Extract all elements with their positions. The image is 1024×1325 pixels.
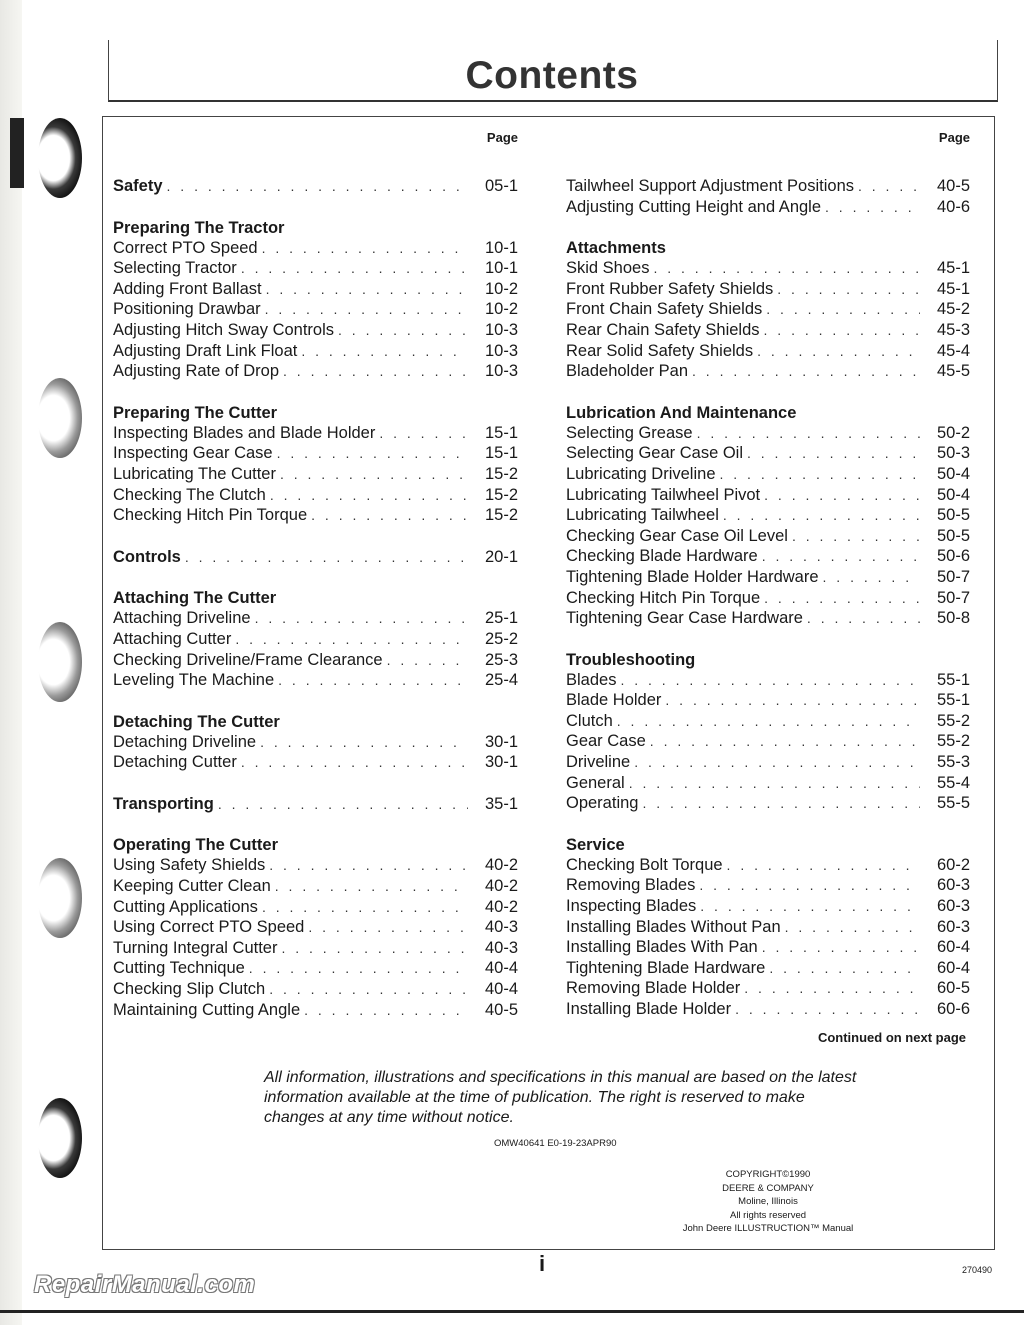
- toc-entry-page: 25-2: [484, 629, 518, 648]
- toc-entry-label: Checking Slip Clutch: [113, 980, 266, 999]
- toc-entry: [566, 176, 970, 197]
- toc-section: [113, 176, 518, 197]
- copyright-line: DEERE & COMPANY: [722, 1182, 814, 1194]
- dot-leader: [723, 505, 920, 526]
- toc-entry-page: 40-3: [484, 938, 518, 957]
- toc-section: [113, 547, 518, 568]
- toc-entry-page: 45-1: [936, 259, 970, 278]
- dot-leader: [665, 690, 920, 711]
- contents-column-right: [566, 130, 970, 1041]
- toc-entry: [113, 670, 518, 691]
- toc-entry-label: Checking Gear Case Oil Level: [566, 526, 788, 545]
- toc-entry-label: Tailwheel Support Adjustment Positions: [566, 177, 854, 195]
- toc-entry-page: 45-5: [936, 362, 970, 381]
- dot-leader: [762, 937, 920, 958]
- toc-entry-page: 15-2: [484, 506, 518, 525]
- toc-entry-label: Checking Driveline/Frame Clearance: [113, 650, 383, 669]
- toc-entry-page: 10-3: [484, 362, 518, 381]
- toc-entry-label: Tightening Blade Hardware: [566, 958, 766, 977]
- toc-entry: [566, 670, 970, 691]
- dot-leader: [280, 464, 468, 485]
- toc-entry-page: 10-3: [484, 320, 518, 339]
- toc-entry-label: Using Correct PTO Speed: [113, 918, 305, 937]
- dot-leader: [260, 732, 468, 753]
- toc-entry: [566, 773, 970, 794]
- toc-entry-page: 10-2: [484, 279, 518, 298]
- toc-entry-page: 40-2: [484, 877, 518, 896]
- toc-entry: [566, 341, 970, 362]
- dot-leader: [235, 629, 468, 650]
- dot-leader: [642, 793, 920, 814]
- toc-entry-label: Detaching Driveline: [113, 732, 257, 751]
- dot-leader: [697, 423, 920, 444]
- toc-entry: [566, 279, 970, 300]
- copyright-line: COPYRIGHT©1990: [725, 1169, 811, 1180]
- toc-entry: [566, 896, 970, 917]
- toc-entry-label: Checking Blade Hardware: [566, 547, 758, 566]
- toc-entry-label: Checking Hitch Pin Torque: [113, 506, 308, 525]
- dot-leader: [766, 299, 920, 320]
- toc-entry-page: 55-3: [936, 753, 970, 772]
- punch-hole: [38, 858, 82, 938]
- dot-leader: [311, 505, 468, 526]
- toc-entry-label: Adjusting Cutting Height and Angle: [566, 197, 822, 216]
- toc-entry-label: Tightening Gear Case Hardware: [566, 609, 803, 628]
- toc-entry-label: Attaching Driveline: [113, 609, 251, 628]
- toc-entry: [566, 546, 970, 567]
- toc-section: [566, 238, 970, 382]
- toc-entry-page: 55-5: [936, 794, 970, 813]
- dot-leader: [825, 197, 920, 218]
- toc-entry: [113, 958, 518, 979]
- toc-entry: [113, 794, 518, 815]
- toc-entry-label: Skid Shoes: [566, 259, 650, 278]
- toc-entry-page: 40-5: [484, 1000, 518, 1019]
- dot-leader: [617, 711, 920, 732]
- toc-entry-label: Transporting: [113, 794, 214, 813]
- toc-entry-page: 20-1: [484, 547, 518, 566]
- toc-entry-page: 15-1: [484, 444, 518, 463]
- toc-section: [566, 176, 970, 217]
- section-heading: Attachments: [566, 239, 666, 258]
- dot-leader: [262, 897, 468, 918]
- toc-entry-label: Front Rubber Safety Shields: [566, 279, 774, 298]
- dot-leader: [277, 443, 468, 464]
- toc-entry-label: Checking The Clutch: [113, 485, 266, 504]
- toc-entry-page: 10-2: [484, 300, 518, 319]
- toc-entry: [113, 443, 518, 464]
- dot-leader: [241, 258, 468, 279]
- dot-leader: [249, 958, 468, 979]
- section-heading: Detaching The Cutter: [113, 712, 280, 731]
- toc-entry: [113, 917, 518, 938]
- dot-leader: [241, 752, 468, 773]
- toc-entry-label: Checking Bolt Torque: [566, 855, 723, 874]
- toc-entry-label: Bladeholder Pan: [566, 362, 689, 381]
- toc-entry: [566, 855, 970, 876]
- dot-leader: [620, 670, 920, 691]
- punch-hole: [38, 118, 82, 198]
- dot-leader: [650, 731, 920, 752]
- toc-entry-page: 05-1: [484, 177, 518, 195]
- copyright-line: Moline, Illinois: [738, 1196, 798, 1207]
- toc-entry-label: Installing Blades With Pan: [566, 938, 758, 957]
- dot-leader: [387, 650, 468, 671]
- toc-entry-label: Clutch: [566, 711, 613, 730]
- toc-entry: [566, 731, 970, 752]
- toc-entry: [113, 464, 518, 485]
- toc-entry-label: Inspecting Blades: [566, 897, 697, 916]
- dot-leader: [735, 999, 920, 1020]
- toc-section: [113, 403, 518, 526]
- punch-hole: [38, 378, 82, 458]
- toc-entry-page: 60-6: [936, 1000, 970, 1018]
- toc-entry: [566, 875, 970, 896]
- toc-entry-page: 55-2: [936, 732, 970, 751]
- toc-entry: [566, 526, 970, 547]
- contents-column-left: [113, 130, 518, 1041]
- toc-entry-label: Inspecting Gear Case: [113, 444, 273, 463]
- toc-entry-label: Lubricating Tailwheel: [566, 506, 719, 525]
- toc-entry-page: 40-4: [484, 959, 518, 978]
- toc-entry-page: 50-2: [936, 423, 970, 442]
- dot-leader: [858, 176, 920, 197]
- toc-entry: [113, 547, 518, 568]
- continued-note: Continued on next page: [817, 1030, 966, 1045]
- toc-entry: [113, 258, 518, 279]
- toc-entry: [113, 650, 518, 671]
- toc-entry-label: Cutting Technique: [113, 959, 245, 978]
- toc-entry-page: 50-7: [936, 588, 970, 607]
- toc-entry-label: Turning Integral Cutter: [113, 938, 278, 957]
- page-bottom-edge: [0, 1310, 1024, 1313]
- section-heading: Attaching The Cutter: [113, 589, 277, 608]
- binder-edge: [0, 0, 22, 1325]
- dot-leader: [262, 238, 468, 259]
- dot-leader: [653, 258, 920, 279]
- dot-leader: [281, 938, 468, 959]
- toc-entry-label: Driveline: [566, 753, 631, 772]
- toc-entry: [566, 464, 970, 485]
- toc-entry-label: Positioning Drawbar: [113, 300, 261, 319]
- toc-entry-label: Keeping Cutter Clean: [113, 877, 271, 896]
- toc-entry: [113, 938, 518, 959]
- dot-leader: [720, 464, 921, 485]
- dot-leader: [275, 876, 468, 897]
- toc-entry: [113, 299, 518, 320]
- toc-entry-page: 25-3: [484, 650, 518, 669]
- dot-leader: [807, 608, 920, 629]
- toc-entry-label: Blade Holder: [566, 691, 662, 710]
- copyright-line: John Deere ILLUSTRUCTION™ Manual: [682, 1223, 854, 1234]
- toc-entry-page: 60-2: [936, 855, 970, 874]
- toc-entry-page: 50-7: [936, 567, 970, 586]
- toc-entry-label: Attaching Cutter: [113, 629, 232, 648]
- toc-entry: [113, 855, 518, 876]
- toc-entry-label: Maintaining Cutting Angle: [113, 1000, 301, 1019]
- toc-entry: [566, 197, 970, 218]
- toc-entry: [113, 876, 518, 897]
- toc-entry-page: 50-6: [936, 547, 970, 566]
- dot-leader: [823, 567, 920, 588]
- dot-leader: [762, 546, 920, 567]
- toc-section: [566, 835, 970, 1020]
- toc-entry: [113, 732, 518, 753]
- publication-notice: All information, illustrations and specifications in this manual are based on the latest information available at the time of publication. The right is reserved to make changes at any time without notice.: [264, 1069, 857, 1126]
- toc-entry-page: 55-1: [936, 670, 970, 689]
- toc-entry-label: Selecting Gear Case Oil: [566, 444, 743, 463]
- toc-entry: [113, 752, 518, 773]
- page-column-header: Page: [938, 130, 970, 145]
- toc-entry-label: Selecting Grease: [566, 423, 693, 442]
- toc-entry-label: Using Safety Shields: [113, 856, 266, 875]
- toc-entry-page: 40-4: [484, 980, 518, 999]
- dot-leader: [777, 279, 920, 300]
- toc-entry: [566, 793, 970, 814]
- toc-entry: [566, 320, 970, 341]
- page-title: Contents: [465, 54, 639, 97]
- toc-entry: [113, 423, 518, 444]
- toc-entry-page: 35-1: [484, 794, 518, 813]
- toc-entry: [566, 711, 970, 732]
- toc-entry: [566, 958, 970, 979]
- dot-leader: [747, 443, 920, 464]
- toc-section: [113, 835, 518, 1020]
- toc-entry: [566, 485, 970, 506]
- toc-entry-label: Inspecting Blades and Blade Holder: [113, 423, 376, 442]
- toc-section: [113, 588, 518, 690]
- toc-entry-page: 55-1: [936, 691, 970, 710]
- toc-entry: [566, 978, 970, 999]
- dot-leader: [757, 341, 920, 362]
- page-column-header: Page: [486, 130, 518, 145]
- toc-entry-label: Rear Solid Safety Shields: [566, 341, 754, 360]
- toc-entry-label: Rear Chain Safety Shields: [566, 320, 760, 339]
- copyright-block: [668, 1168, 868, 1236]
- toc-entry-page: 60-4: [936, 938, 970, 957]
- toc-entry: [113, 979, 518, 1000]
- toc-entry-page: 45-4: [936, 341, 970, 360]
- toc-entry: [566, 917, 970, 938]
- dot-leader: [379, 423, 468, 444]
- punch-hole: [38, 1098, 82, 1178]
- toc-section: [113, 218, 518, 382]
- toc-entry-label: Cutting Applications: [113, 897, 258, 916]
- toc-entry-label: Adding Front Ballast: [113, 279, 262, 298]
- dot-leader: [785, 917, 920, 938]
- toc-entry: [566, 999, 970, 1020]
- document-number: 270490: [962, 1265, 993, 1275]
- toc-entry: [566, 258, 970, 279]
- toc-entry-label: Leveling The Machine: [113, 671, 275, 690]
- toc-entry-page: 40-5: [936, 177, 970, 195]
- toc-entry-label: Removing Blade Holder: [566, 979, 741, 998]
- toc-entry-label: Correct PTO Speed: [113, 238, 258, 257]
- toc-entry-label: Checking Hitch Pin Torque: [566, 588, 761, 607]
- toc-entry-page: 15-1: [484, 423, 518, 442]
- toc-entry-label: Gear Case: [566, 732, 646, 751]
- toc-entry-page: 40-2: [484, 897, 518, 916]
- toc-entry-label: Lubricating Driveline: [566, 464, 716, 483]
- toc-entry: [566, 608, 970, 629]
- dot-leader: [167, 176, 468, 197]
- toc-entry-label: Controls: [113, 547, 181, 566]
- page-number: i: [539, 1251, 546, 1276]
- toc-entry-page: 55-4: [936, 773, 970, 792]
- toc-entry: [113, 361, 518, 382]
- toc-entry: [113, 320, 518, 341]
- toc-entry-page: 25-4: [484, 671, 518, 690]
- toc-entry-page: 10-1: [484, 259, 518, 278]
- toc-entry-label: Front Chain Safety Shields: [566, 300, 763, 319]
- toc-entry: [566, 588, 970, 609]
- toc-entry-label: Adjusting Draft Link Float: [113, 341, 298, 360]
- section-heading: Operating The Cutter: [113, 836, 279, 855]
- dot-leader: [764, 588, 920, 609]
- dot-leader: [769, 958, 920, 979]
- toc-entry-page: 25-1: [484, 609, 518, 628]
- dot-leader: [634, 752, 920, 773]
- toc-entry-page: 60-3: [936, 876, 970, 895]
- dot-leader: [699, 875, 920, 896]
- section-heading: Troubleshooting: [566, 650, 696, 669]
- toc-entry-page: 55-2: [936, 711, 970, 730]
- document-code: OMW40641 E0-19-23APR90: [494, 1138, 617, 1149]
- toc-entry: [566, 567, 970, 588]
- toc-entry-page: 10-3: [484, 341, 518, 360]
- toc-entry: [113, 238, 518, 259]
- watermark: RepairManual.com: [34, 1271, 256, 1298]
- toc-entry-label: Detaching Cutter: [113, 753, 237, 772]
- toc-entry-page: 30-1: [484, 753, 518, 772]
- toc-entry-label: Operating: [566, 794, 639, 813]
- punch-hole: [38, 622, 82, 702]
- toc-entry-label: Tightening Blade Holder Hardware: [566, 567, 819, 586]
- toc-entry-label: Adjusting Hitch Sway Controls: [113, 320, 335, 339]
- toc-entry: [113, 176, 518, 197]
- toc-entry: [566, 937, 970, 958]
- dot-leader: [266, 279, 468, 300]
- dot-leader: [265, 299, 468, 320]
- toc-entry-label: Installing Blade Holder: [566, 1000, 732, 1018]
- dot-leader: [692, 361, 920, 382]
- dot-leader: [255, 608, 468, 629]
- toc-entry: [566, 361, 970, 382]
- toc-entry-label: General: [566, 773, 625, 792]
- dot-leader: [308, 917, 468, 938]
- toc-entry-label: Selecting Tractor: [113, 259, 237, 278]
- toc-entry: [113, 608, 518, 629]
- toc-entry-label: Lubricating Tailwheel Pivot: [566, 485, 761, 504]
- dot-leader: [700, 896, 920, 917]
- toc-entry-page: 15-2: [484, 464, 518, 483]
- toc-entry-label: Lubricating The Cutter: [113, 464, 276, 483]
- toc-entry-page: 50-4: [936, 464, 970, 483]
- section-heading: Lubrication And Maintenance: [566, 403, 797, 422]
- toc-entry: [113, 505, 518, 526]
- toc-entry: [566, 443, 970, 464]
- dot-leader: [269, 979, 468, 1000]
- toc-entry-page: 50-5: [936, 506, 970, 525]
- toc-entry: [566, 505, 970, 526]
- toc-entry-page: 50-8: [936, 609, 970, 628]
- toc-entry-page: 60-3: [936, 917, 970, 936]
- dot-leader: [629, 773, 920, 794]
- dot-leader: [270, 485, 468, 506]
- toc-entry-page: 40-6: [936, 197, 970, 216]
- toc-entry: [113, 279, 518, 300]
- toc-entry-page: 45-3: [936, 320, 970, 339]
- toc-section: [566, 650, 970, 814]
- toc-entry-page: 60-5: [936, 979, 970, 998]
- toc-entry-page: 10-1: [484, 238, 518, 257]
- toc-entry-page: 40-3: [484, 918, 518, 937]
- dot-leader: [764, 320, 920, 341]
- dot-leader: [304, 1000, 468, 1021]
- section-heading: Preparing The Cutter: [113, 403, 278, 422]
- toc-entry: [113, 1000, 518, 1021]
- toc-entry-page: 45-2: [936, 300, 970, 319]
- toc-entry-label: Installing Blades Without Pan: [566, 917, 781, 936]
- toc-entry-page: 60-4: [936, 958, 970, 977]
- toc-entry-label: Blades: [566, 670, 617, 689]
- toc-entry-page: 50-3: [936, 444, 970, 463]
- toc-entry: [113, 629, 518, 650]
- dot-leader: [338, 320, 468, 341]
- toc-entry: [566, 299, 970, 320]
- toc-entry: [566, 752, 970, 773]
- dot-leader: [744, 978, 920, 999]
- toc-entry: [113, 897, 518, 918]
- toc-entry: [566, 423, 970, 444]
- toc-entry-label: Safety: [113, 177, 163, 195]
- toc-entry-page: 50-4: [936, 485, 970, 504]
- toc-entry-label: Adjusting Rate of Drop: [113, 362, 280, 381]
- toc-entry-label: Removing Blades: [566, 876, 696, 895]
- toc-entry-page: 50-5: [936, 526, 970, 545]
- section-heading: Service: [566, 835, 625, 854]
- dot-leader: [283, 361, 468, 382]
- toc-entry-page: 45-1: [936, 279, 970, 298]
- dot-leader: [278, 670, 468, 691]
- toc-entry-page: 60-3: [936, 897, 970, 916]
- toc-entry: [113, 485, 518, 506]
- dot-leader: [764, 485, 920, 506]
- binder-tab: [10, 118, 24, 188]
- toc-entry-page: 30-1: [484, 732, 518, 751]
- toc-entry-page: 40-2: [484, 856, 518, 875]
- toc-section: [566, 403, 970, 629]
- dot-leader: [792, 526, 920, 547]
- copyright-line: All rights reserved: [729, 1209, 807, 1221]
- dot-leader: [269, 855, 468, 876]
- section-heading: Preparing The Tractor: [113, 218, 285, 237]
- toc-section: [113, 794, 518, 815]
- toc-entry: [566, 690, 970, 711]
- dot-leader: [727, 855, 920, 876]
- dot-leader: [218, 794, 468, 815]
- dot-leader: [301, 341, 468, 362]
- toc-entry-page: 15-2: [484, 485, 518, 504]
- toc-entry: [113, 341, 518, 362]
- toc-section: [113, 712, 518, 773]
- dot-leader: [185, 547, 468, 568]
